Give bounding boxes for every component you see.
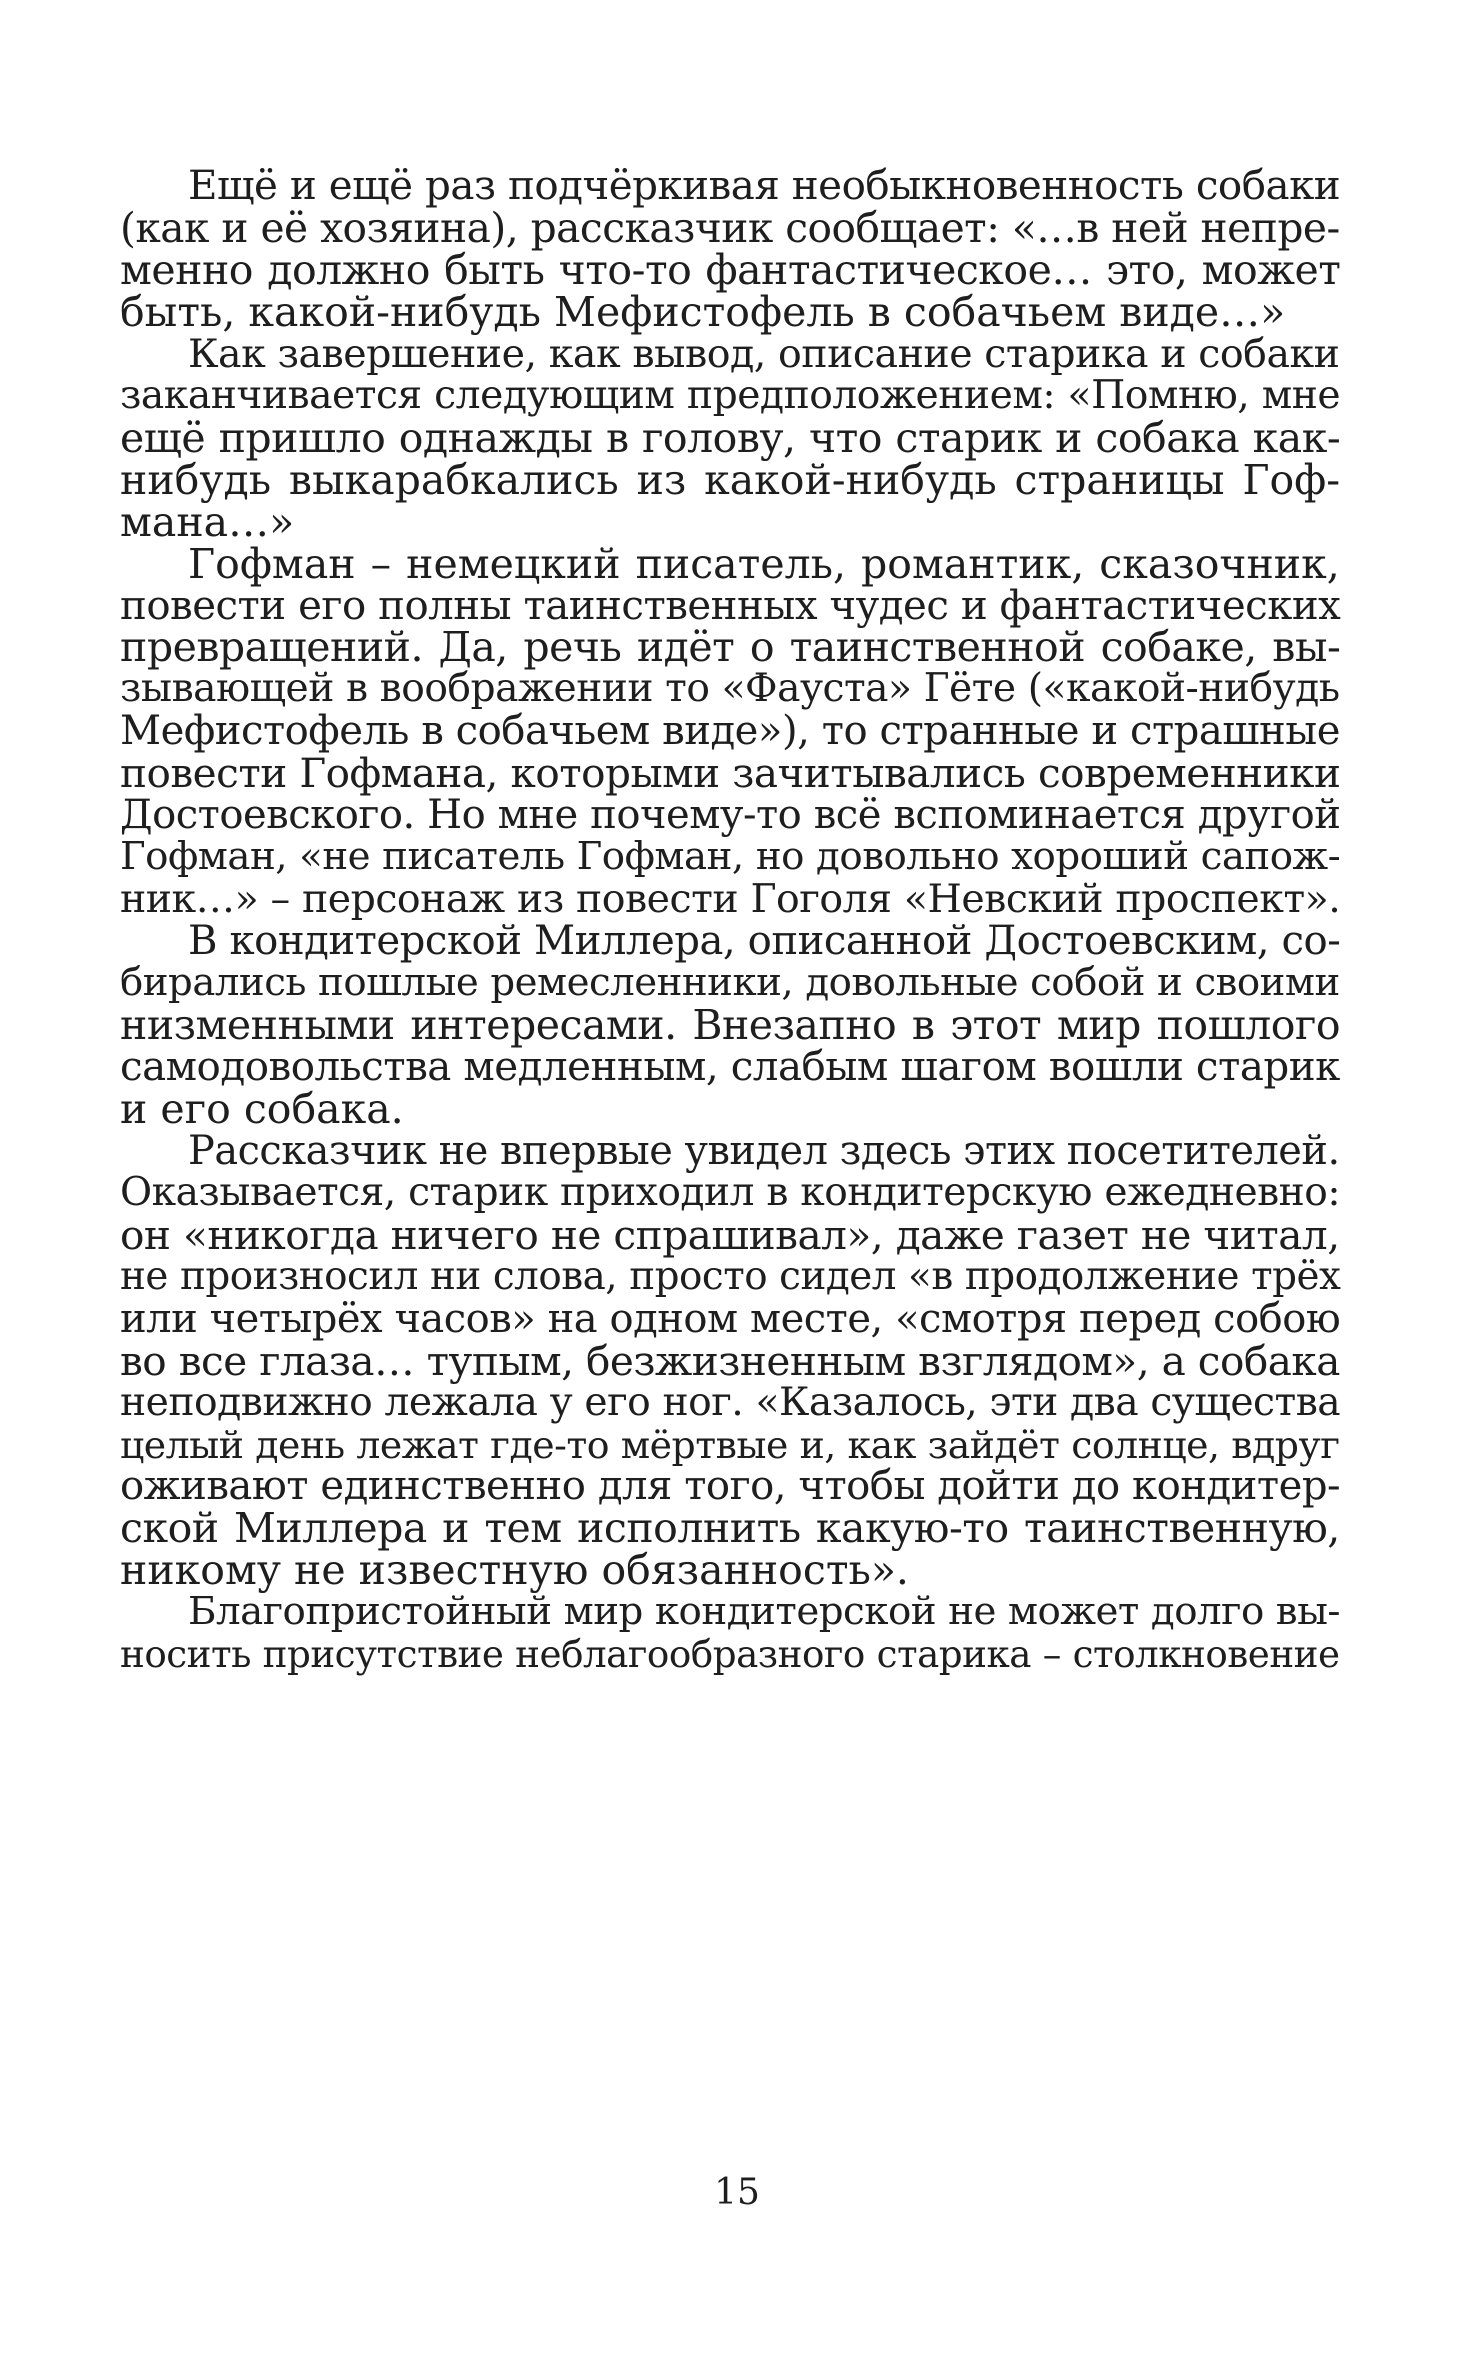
text-line: ник…» – персонаж из повести Гоголя «Невский проспект». [120, 876, 1341, 923]
text-line: он «никогда ничего не спрашивал», даже газет не читал, [120, 1210, 1340, 1259]
text-line: быть, какой-нибудь Мефистофель в собачьем виде…» [120, 287, 1286, 336]
text-line: низменными интересами. Внезапно в этот мир пошлого [120, 1001, 1341, 1049]
page-body [120, 158, 1341, 1677]
text-line: никому не известную обязанность». [120, 1546, 909, 1595]
text-line: Рассказчик не впервые увидел здесь этих посетителей. [188, 1127, 1340, 1174]
text-line: зывающей в воображении то «Фауста» Гёте («какой-нибудь [120, 666, 1340, 712]
text-line: самодовольства медленным, слабым шагом вошли старик [120, 1042, 1340, 1090]
text-line: во все глаза… тупым, безжизненным взглядом», а собака [120, 1336, 1340, 1385]
text-line: неподвижно лежала у его ног. «Казалось, эти два существа [120, 1379, 1341, 1425]
text-line: менно должно быть что-то фантастическое… это, может [120, 245, 1341, 294]
text-line: повести Гофмана, которыми зачитывались современники [120, 749, 1341, 798]
text-line: превращений. Да, речь идёт о таинственной собаке, вы- [120, 623, 1341, 672]
text-line: и его собака. [120, 1084, 404, 1133]
text-line: Ещё и ещё раз подчёркивая необыкновенность собаки [188, 162, 1341, 209]
text-line: Гофман – немецкий писатель, романтик, сказочник, [188, 539, 1340, 588]
text-line: бирались пошлые ремесленники, довольные собой и своими [120, 960, 1340, 1006]
text-line: оживают единственно для того, чтобы дойти до кондитер- [120, 1463, 1341, 1510]
text-line: В кондитерской Миллера, описанной Достоевским, со- [188, 918, 1341, 965]
page-number: 15 [714, 2172, 760, 2213]
text-line: носить присутствие неблагообразного старика – столкновение [120, 1632, 1340, 1677]
text-line: Мефистофель в собачьем виде»), то странные и страшные [120, 708, 1340, 755]
text-line: целый день лежат где-то мёртвые и, как зайдёт солнце, вдруг [120, 1422, 1340, 1467]
text-line: мана…» [120, 497, 295, 546]
text-line: или четырёх часов» на одном месте, «смотря перед собою [120, 1295, 1341, 1342]
text-line: Благопристойный мир кондитерской не может долго вы- [188, 1589, 1341, 1635]
text-line: ской Миллера и тем исполнить какую-то таинственную, [120, 1504, 1340, 1553]
text-line: Гофман, «не писатель Гофман, но довольно хороший сапож- [120, 834, 1341, 880]
text-line: Как завершение, как вывод, описание старика и собаки [188, 330, 1340, 377]
text-line: нибудь выкарабкались из какой-нибудь страницы Гоф- [120, 455, 1341, 504]
text-line: ещё пришло однажды в голову, что старик и собака как- [120, 413, 1341, 462]
text-line: Достоевского. Но мне почему-то всё вспоминается другой [120, 792, 1341, 839]
text-line: не произносил ни слова, просто сидел «в продолжение трёх [120, 1253, 1341, 1299]
text-line: повести его полны таинственных чудес и фантастических [120, 582, 1341, 629]
text-line: Оказывается, старик приходил в кондитерскую ежедневно: [120, 1169, 1341, 1215]
text-line: (как и её хозяина), рассказчик сообщает: «…в ней непре- [120, 203, 1340, 252]
text-line: заканчивается следующим предположением: «Помню, мне [120, 372, 1341, 418]
